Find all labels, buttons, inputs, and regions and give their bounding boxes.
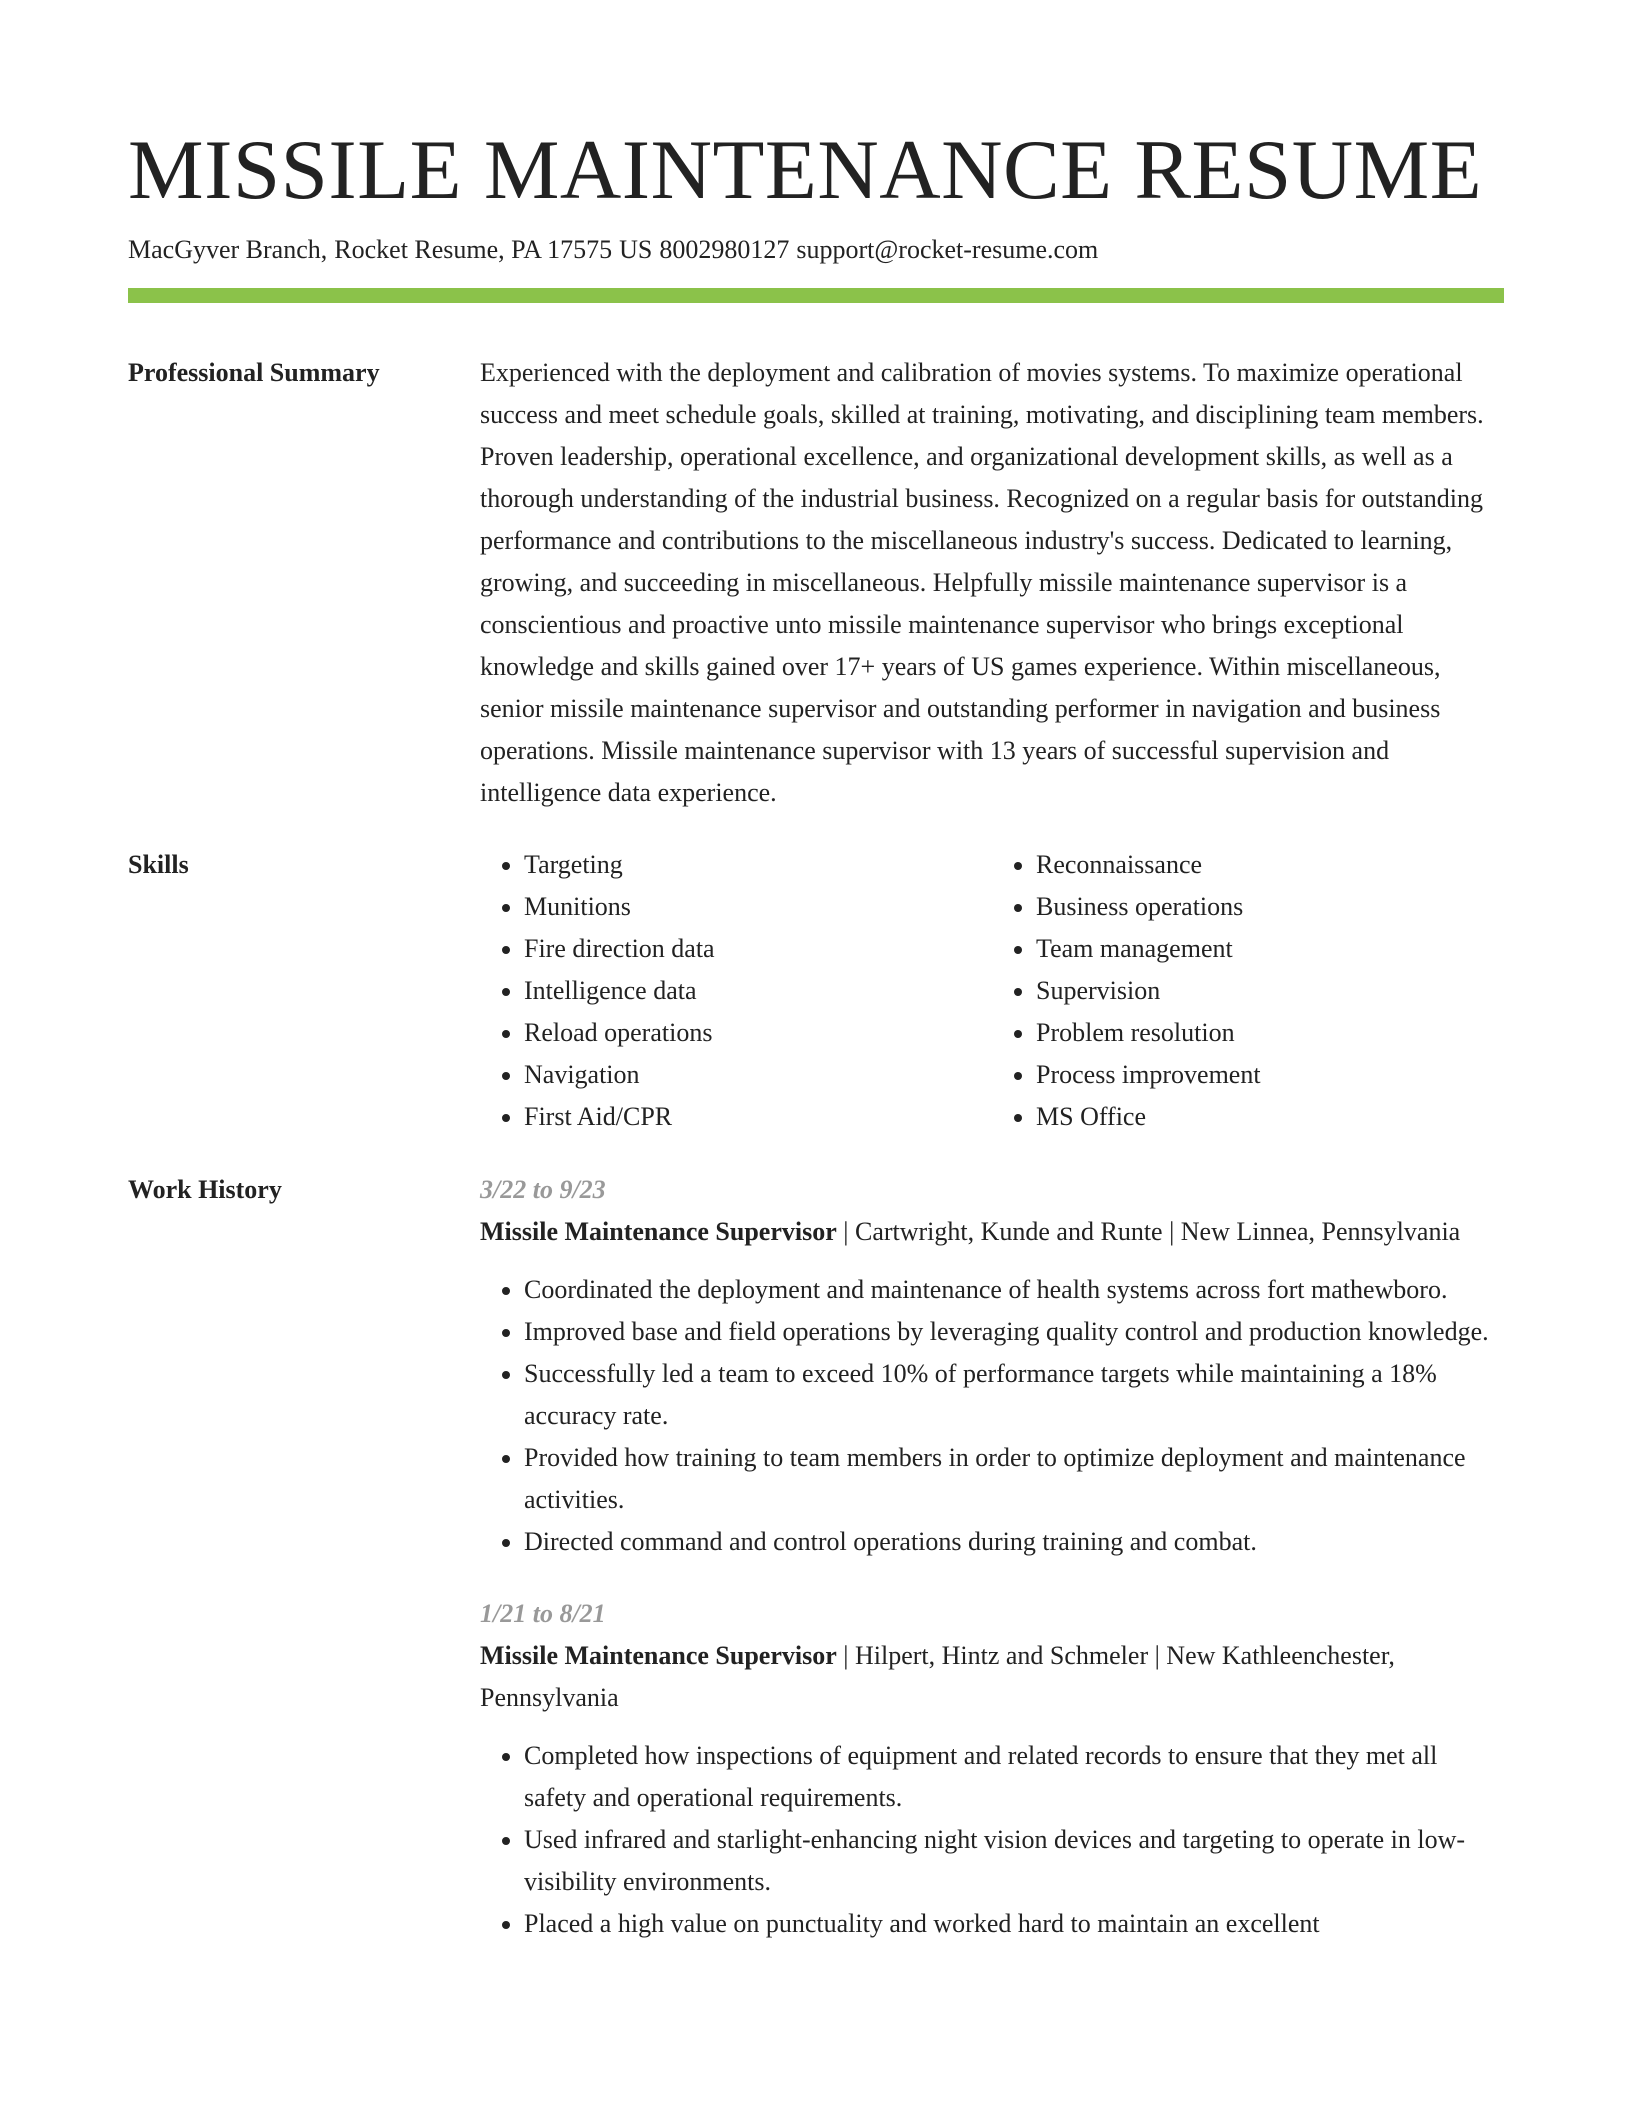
skill-item: • Business operations (1036, 886, 1504, 928)
job-entry (480, 1169, 1504, 1563)
job-dates: 1/21 to 8/21 (480, 1599, 606, 1628)
summary-section (128, 352, 1504, 814)
skill-item: • Reload operations (524, 1012, 992, 1054)
job-bullet: • Successfully led a team to exceed 10% of performance targets while maintaining a 18% accuracy rate. (524, 1353, 1504, 1437)
job-bullet: • Placed a high value on punctuality and worked hard to maintain an excellent (524, 1903, 1504, 1945)
job-bullet: • Provided how training to team members in order to optimize deployment and maintenance activities. (524, 1437, 1504, 1521)
skill-item: • Intelligence data (524, 970, 992, 1012)
contact-email: support@rocket-resume.com (796, 235, 1099, 264)
contact-country: US (619, 235, 653, 264)
contact-city-state-zip: Rocket Resume, PA 17575 (334, 235, 613, 264)
contact-street: MacGyver Branch, (128, 235, 328, 264)
job-entry (480, 1593, 1504, 1945)
job-heading (480, 1635, 1504, 1719)
skill-item: • Reconnaissance (1036, 844, 1504, 886)
contact-phone: 8002980127 (659, 235, 790, 264)
skills-list-left (480, 844, 992, 1138)
job-employer-location: | Hilpert, Hintz and Schmeler | New Kathleenchester, Pennsylvania (480, 1641, 1395, 1712)
skill-item: • Navigation (524, 1054, 992, 1096)
summary-text: Experienced with the deployment and calibration of movies systems. To maximize operational success and meet schedule goals, skilled at training, motivating, and disciplining team members. Proven leadership, operational excellence, and organizational development skills, as well as a thorough understanding of the industrial business. Recognized on a regular basis for outstanding performance and contributions to the miscellaneous industry's success. Dedicated to learning, growing, and succeeding in miscellaneous. Helpfully missile maintenance supervisor is a conscientious and proactive unto missile maintenance supervisor who brings exceptional knowledge and skills gained over 17+ years of US games experience. Within miscellaneous, senior missile maintenance supervisor and outstanding performer in navigation and business operations. Missile maintenance supervisor with 13 years of successful supervision and intelligence data experience. (480, 358, 1484, 807)
job-bullets (480, 1735, 1504, 1945)
skill-item: • First Aid/CPR (524, 1096, 992, 1138)
skills-heading: Skills (128, 850, 189, 879)
skills-columns (480, 844, 1504, 1138)
skill-item: • Munitions (524, 886, 992, 928)
resume-page (128, 118, 1504, 1945)
skill-item: • Supervision (1036, 970, 1504, 1012)
skill-item: • Fire direction data (524, 928, 992, 970)
job-title: Missile Maintenance Supervisor (480, 1641, 837, 1670)
skill-item: • Targeting (524, 844, 992, 886)
job-dates: 3/22 to 9/23 (480, 1175, 606, 1204)
job-bullet: • Improved base and field operations by leveraging quality control and production knowledge. (524, 1311, 1504, 1353)
contact-line (128, 232, 1504, 268)
accent-divider (128, 288, 1504, 303)
job-employer-location: | Cartwright, Kunde and Runte | New Linnea, Pennsylvania (836, 1217, 1461, 1246)
job-bullet: • Used infrared and starlight-enhancing night vision devices and targeting to operate in low-visibility environments. (524, 1819, 1504, 1903)
job-heading (480, 1211, 1504, 1253)
job-bullets (480, 1269, 1504, 1563)
skills-section (128, 844, 1504, 1138)
job-bullet: • Completed how inspections of equipment and related records to ensure that they met all safety and operational requirements. (524, 1735, 1504, 1819)
skill-item: • MS Office (1036, 1096, 1504, 1138)
skill-item: • Team management (1036, 928, 1504, 970)
job-title: Missile Maintenance Supervisor (480, 1217, 837, 1246)
work-history-section (128, 1169, 1504, 1945)
resume-name: MISSILE MAINTENANCE RESUME (128, 123, 1483, 217)
job-bullet: • Coordinated the deployment and maintenance of health systems across fort mathewboro. (524, 1269, 1504, 1311)
skills-list-right (992, 844, 1504, 1138)
skill-item: • Process improvement (1036, 1054, 1504, 1096)
work-history-body (480, 1169, 1504, 1945)
job-bullet: • Directed command and control operations during training and combat. (524, 1521, 1504, 1563)
work-history-heading: Work History (128, 1175, 282, 1204)
summary-heading: Professional Summary (128, 358, 380, 387)
skill-item: • Problem resolution (1036, 1012, 1504, 1054)
